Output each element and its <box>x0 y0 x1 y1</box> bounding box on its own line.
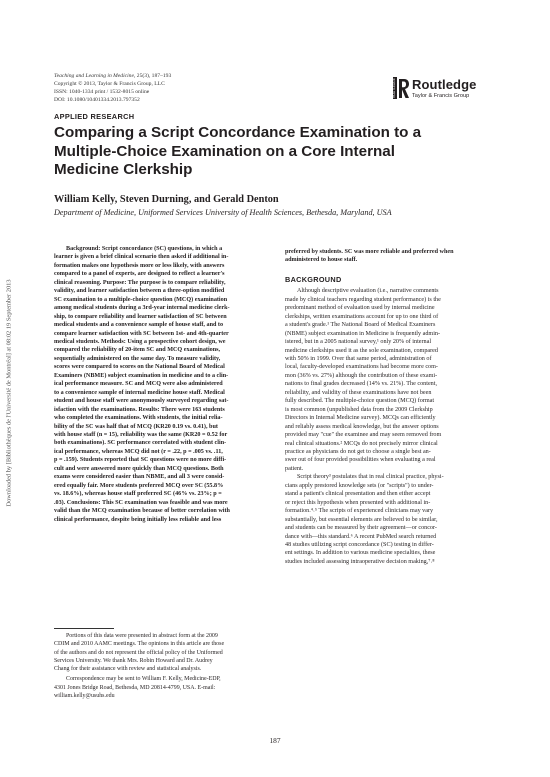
text-line: who completed the examinations. With students, the initial relia- <box>54 415 223 422</box>
text-line: dance with—this standard.⁶ A recent PubMed search returned <box>285 533 437 540</box>
text-line: preferred by students. SC was more reliable and preferred when <box>285 249 454 255</box>
text-line: ent settings. In addition to various medicine specialties, these <box>285 550 436 557</box>
text-line: to a convenience sample of internal medicine house staff. Medical <box>54 389 225 396</box>
text-line: SC examination to a multiple-choice question (MCQ) examination <box>54 296 228 303</box>
text-line: p = .159). Students reported that SC questions were no more diffi- <box>54 457 227 464</box>
text-line: and reliably assess medical knowledge, but the answer options <box>285 423 439 430</box>
journal-name: Teaching and Learning in Medicine, <box>54 73 136 79</box>
text-line: both examinations). SC performance correlated with student clin- <box>54 440 227 447</box>
download-stamp <box>4 213 13 573</box>
text-line: formation makes one hypothesis more or less likely, with answers <box>54 262 225 269</box>
routledge-r-icon <box>393 77 410 99</box>
text-line: clerkships, written examinations account for up to one third of <box>285 313 439 320</box>
publisher-name: Routledge <box>412 77 477 92</box>
text-line: with 50% in 1999. Over that same period, administration of <box>285 355 432 362</box>
text-line: of the authors and do not represent the official policy of the Uniformed <box>54 649 223 656</box>
text-line: ered equally fair. More students preferred MCQ over SC (55.8% <box>54 482 224 489</box>
text-line: compared the reliability of 20-item SC and MCQ examinations, <box>54 347 221 354</box>
text-line: real clinical situations.² MCQs do not precisely mirror clinical <box>285 440 438 447</box>
doi-line: DOI: 10.1080/10401334.2013.797352 <box>54 96 140 103</box>
abstract-continuation <box>285 248 507 265</box>
text-line: clinical performance, despite being initially less reliable and less <box>54 516 222 523</box>
right-column <box>285 248 507 566</box>
text-line: isfaction with the examinations. Results: There were 163 students <box>54 406 225 413</box>
text-line: among medical students during a 3rd-year internal medicine clerk- <box>54 305 230 312</box>
text-line: clinical reasoning. Purpose: The purpose is to compare reliability, <box>54 279 226 286</box>
text-line: made by clinical teachers regarding student performance) is the <box>285 296 441 303</box>
text-line: stand a patient's clinical presentation and then either accept <box>285 491 431 498</box>
title-line: Multiple-Choice Examination on a Core Internal <box>54 142 395 160</box>
text-line: practice as physicians do not get to choose a single best an- <box>285 448 431 455</box>
copyright-line: Copyright © 2013, Taylor & Francis Group, LLC <box>54 80 165 87</box>
text-line: Script theory³ postulates that in real clinical practice, physi- <box>297 474 444 481</box>
background-body <box>285 287 507 566</box>
text-line: ical performance, whereas MCQ did not (r = .22, p = .005 vs. .11, <box>54 448 223 455</box>
text-line: swer out of four provided possibilities when evaluating a real <box>285 457 436 464</box>
publisher-group: Taylor & Francis Group <box>412 93 470 99</box>
section-label: APPLIED RESEARCH <box>54 112 135 121</box>
text-line: predominant method of evaluation used by internal medicine <box>285 305 435 312</box>
page-number: 187 <box>269 736 281 745</box>
journal-volume: 25(3), 187–193 <box>135 73 172 79</box>
text-line: local, faculty-developed examinations had become more com- <box>285 364 438 371</box>
text-line: nations to final grades decreased (14% vs. 21%). The content, <box>285 381 437 388</box>
abstract <box>54 245 276 524</box>
text-line: student and house staff were anonymously surveyed regarding sat- <box>54 398 229 405</box>
author-list: William Kelly, Steven Durning, and Gerald Denton <box>54 194 279 205</box>
publisher-logo <box>393 77 503 103</box>
text-line: (NBME) subject examination in Medicine is frequently admin- <box>285 330 441 337</box>
text-line: or reject this hypothesis when presented with additional in- <box>285 499 431 506</box>
background-heading: BACKGROUND <box>285 274 342 284</box>
article-title <box>54 124 454 180</box>
text-line: 4301 Jones Bridge Road, Bethesda, MD 20814-4799, USA. E-mail: <box>54 684 216 691</box>
text-line: Services University. We thank Mrs. Robin Howard and Dr. Audrey <box>54 657 213 664</box>
download-stamp-text: Downloaded by [Bibliothèques de l'Université de Montréal] at 08:02 19 September 2013 <box>5 279 12 507</box>
text-line: provided may "cue" the examinee and may seem removed from <box>285 432 442 439</box>
affiliation: Department of Medicine, Uniformed Services University of Health Sciences, Bethesda, Maryland, USA <box>54 208 392 217</box>
footnote-rule <box>54 628 114 629</box>
text-line: Although descriptive evaluation (i.e., narrative comments <box>297 288 439 295</box>
title-line: Comparing a Script Concordance Examination to a <box>54 124 422 141</box>
text-line: Portions of this data were presented in abstract form at the 2009 <box>66 633 218 639</box>
text-line: compared to a panel of experts, are designed to reflect a learner's <box>54 271 225 278</box>
text-line: .03). Conclusions: This SC examination was feasible and was more <box>54 499 228 506</box>
text-line: validity, and learner satisfaction between a three-option modified <box>54 288 225 295</box>
text-line: fully described. The multiple-choice question (MCQ) format <box>285 398 435 405</box>
text-line: CDIM and 2010 AAMC meetings. The opinions in this article are those <box>54 641 225 648</box>
acknowledgement-note <box>54 632 276 673</box>
text-line: substantially, but essential elements are believed to be similar, <box>285 516 438 523</box>
text-line: Directors in Internal Medicine survey). MCQs can efficiently <box>285 415 436 422</box>
text-line: ship, to compare reliability and learner satisfaction of SC between <box>54 313 227 320</box>
text-line: vs. 18.6%), whereas house staff preferred SC (46% vs. 23%; p = <box>54 491 222 498</box>
text-line: valid than the MCQ examination because of better correlation with <box>54 508 230 515</box>
text-line: reliability, and validity of these examinations have not been <box>285 389 432 396</box>
text-line: medical students. Methods: Using a prospective cohort design, we <box>54 338 226 345</box>
text-line: exams were considered easier than NBME, and all 3 were consid- <box>54 474 225 481</box>
text-line: william.kelly@usuhs.edu <box>54 693 115 700</box>
text-line: Background: Script concordance (SC) questions, in which a <box>66 246 223 252</box>
text-line: Examiners (NBME) subject examination in medicine and to a clin- <box>54 372 229 379</box>
logo-vertical-text: ROUTLEDGE <box>392 78 396 98</box>
text-line: formation.⁴˒⁵ The scripts of experienced clinicians may vary <box>285 508 434 515</box>
footnotes <box>54 632 276 700</box>
text-line: medicine clerkships used it as the sole examination, compared <box>285 347 438 354</box>
title-line: Medicine Clerkship <box>54 161 193 178</box>
text-line: is most common (unpublished data from the 2009 Clerkship <box>285 406 433 413</box>
text-line: istered, but in a 2005 national survey,¹ only 20% of internal <box>285 339 432 346</box>
text-line: sequentially administered on the same day. To measure validity, <box>54 355 221 362</box>
text-line: 48 studies utilizing script concordance (SC) testing in differ- <box>285 541 434 548</box>
text-line: administered to house staff. <box>285 257 358 264</box>
text-line: medical students and a convenience sample of house staff, and to <box>54 322 224 329</box>
journal-citation <box>54 73 314 105</box>
text-line: cians apply prestored knowledge sets (or "scripts") to under- <box>285 482 434 489</box>
text-line: Chang for their assistance with review and statistical analysis. <box>54 666 202 673</box>
text-line: bility of the SC was half that of MCQ (KR20 0.19 vs. 0.41), but <box>54 423 218 430</box>
issn-line: ISSN: 1040-1334 print / 1532-8015 online <box>54 88 150 95</box>
text-line: learner is given a brief clinical scenario then asked if additional in- <box>54 254 229 261</box>
text-line: compare learner satisfaction with SC between 1st- and 4th-quarter <box>54 330 229 337</box>
text-line: Correspondence may be sent to William F. Kelly, Medicine-EDP, <box>66 676 221 683</box>
text-line: ical performance measure. SC and MCQ were also administered <box>54 381 223 388</box>
text-line: and students can be measured by their agreement—or concor- <box>285 525 437 532</box>
text-line: studies included assessing intraoperative decision making,⁷˒⁸ <box>285 558 435 565</box>
text-line: mon (36% vs. 27%) although the contribution of these exami- <box>285 372 438 379</box>
correspondence-note <box>54 675 276 700</box>
text-line: scores were compared to scores on the National Board of Medical <box>54 364 225 371</box>
text-line: a student's grade.¹ The National Board of Medical Examiners <box>285 322 436 329</box>
text-line: with house staff (n = 15), reliability was the same (KR20 = 0.52 for <box>54 431 228 438</box>
text-line: patient. <box>285 465 304 472</box>
text-line: cult and were answered more quickly than MCQ questions. Both <box>54 465 224 472</box>
